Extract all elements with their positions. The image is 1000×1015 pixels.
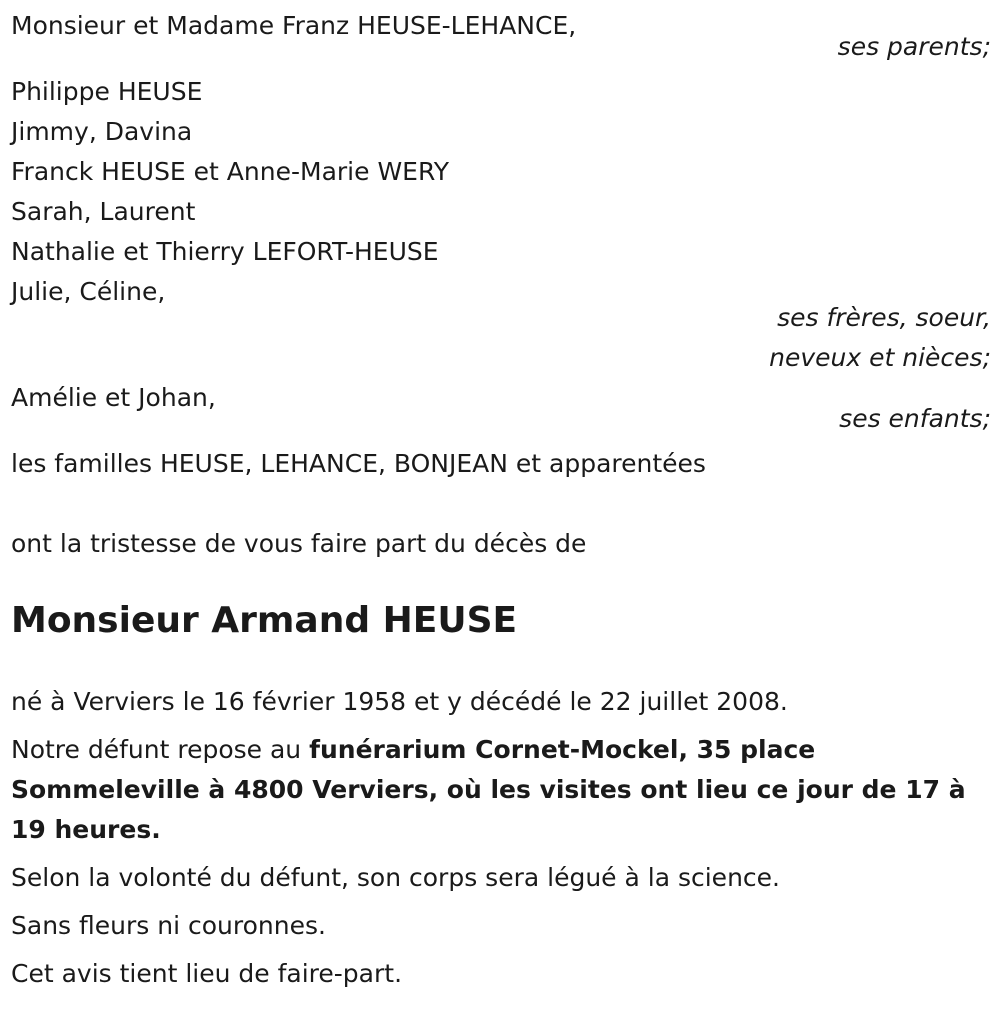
birth-death-line: né à Verviers le 16 février 1958 et y décédé le 22 juillet 2008. (11, 687, 788, 716)
sibling-line: Julie, Céline, (11, 277, 166, 306)
sibling-line: Franck HEUSE et Anne-Marie WERY (11, 157, 450, 186)
sibling-line: Jimmy, Davina (11, 117, 193, 146)
deceased-name: Monsieur Armand HEUSE (11, 600, 518, 641)
notice-line: Cet avis tient lieu de faire-part. (11, 959, 403, 988)
sorrow-line: ont la tristesse de vous faire part du décès de (11, 529, 587, 558)
obituary-notice (11, 0, 991, 994)
sibling-line: Nathalie et Thierry LEFORT-HEUSE (11, 237, 439, 266)
parents-role: ses parents; (837, 32, 991, 61)
rest-intro: Notre défunt repose au (11, 735, 310, 764)
siblings-role-1: ses frères, soeur, (777, 303, 991, 332)
science-line: Selon la volonté du défunt, son corps sera légué à la science. (11, 863, 780, 892)
sibling-line: Philippe HEUSE (11, 77, 203, 106)
sibling-line: Sarah, Laurent (11, 197, 196, 226)
children-line: Amélie et Johan, (11, 383, 216, 412)
families-line: les familles HEUSE, LEHANCE, BONJEAN et apparentées (11, 449, 706, 478)
flowers-line: Sans fleurs ni couronnes. (11, 911, 326, 940)
parents-line: Monsieur et Madame Franz HEUSE-LEHANCE, (11, 11, 577, 40)
rest-paragraph (11, 730, 991, 850)
children-role: ses enfants; (839, 404, 991, 433)
siblings-role-2: neveux et nièces; (769, 343, 991, 372)
rest-details: funérarium Cornet-Mockel, 35 place Sommeleville à 4800 Verviers, où les visites ont lieu ce jour de 17 à 19 heures. (11, 735, 966, 844)
